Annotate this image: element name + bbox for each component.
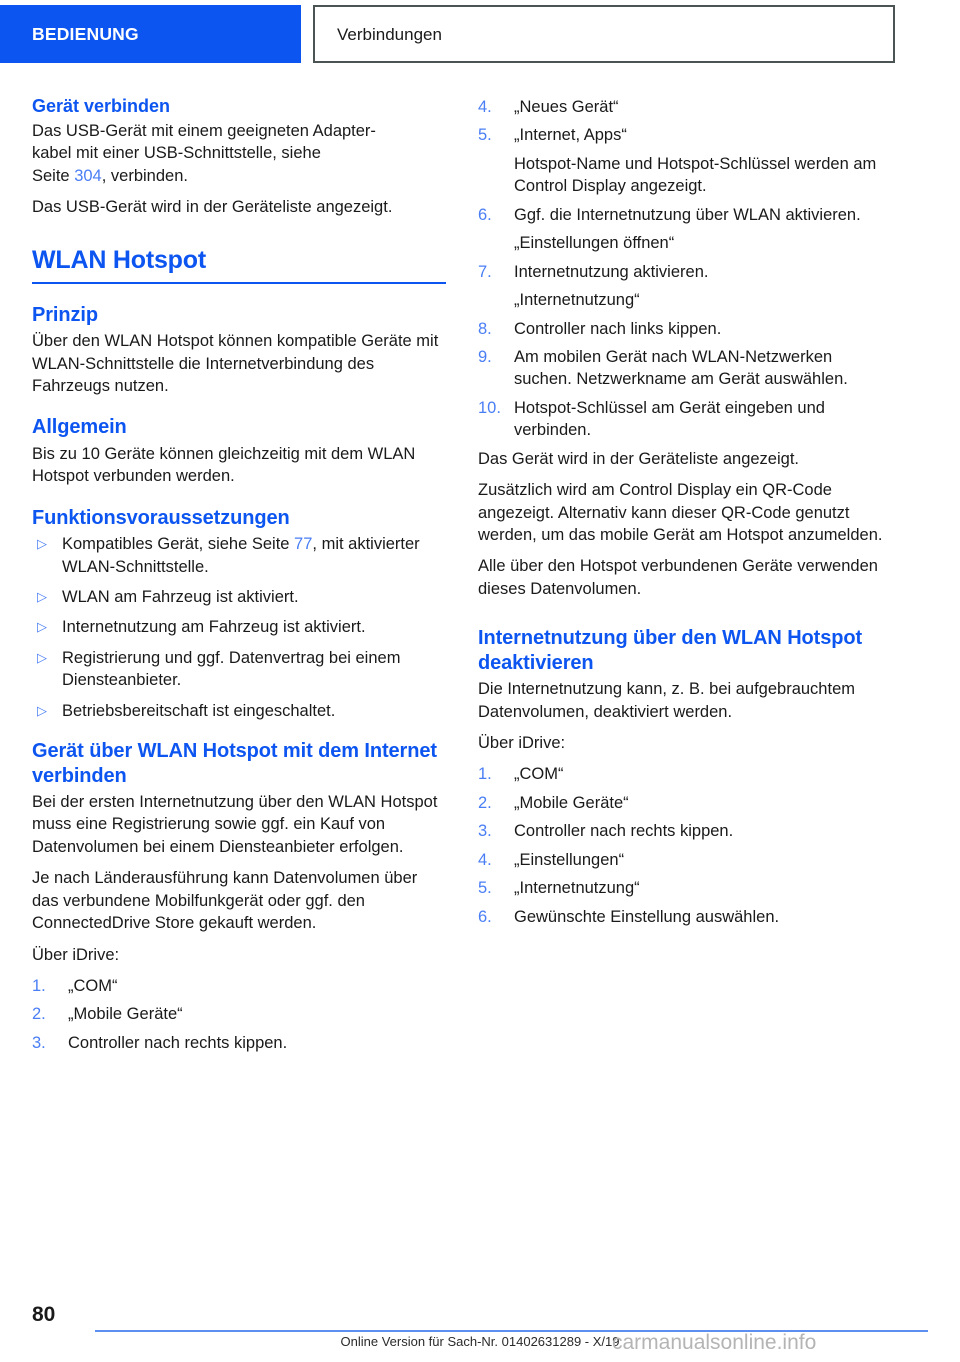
heading-wlan-hotspot: WLAN Hotspot [32, 245, 206, 274]
list-item [478, 849, 892, 871]
right-column [478, 96, 892, 934]
heading-geraet-verbinden: Gerät verbinden [32, 96, 171, 116]
usb-line-4: , verbinden. [101, 166, 188, 185]
spacer [32, 730, 446, 739]
step-text: „Mobile Geräte“ [514, 793, 629, 812]
paragraph-registrierung: Bei der ersten Internetnutzung über den WLAN Hotspot muss eine Registrierung sowie ggf. ein Kauf von Datenvolumen bei einem Diensteanbieter erfolgen. [32, 792, 438, 856]
usb-line-2: kabel mit einer USB-Schnittstelle, siehe [32, 144, 321, 163]
step-number: 2. [32, 1005, 46, 1024]
paragraph-usb-device-list: Das USB-Gerät wird in der Geräteliste angezeigt. [32, 198, 393, 217]
step-text: Gewünschte Einstellung auswählen. [514, 907, 780, 926]
step-text: „Neues Gerät“ [514, 98, 619, 116]
page-reference-304[interactable]: 304 [74, 166, 102, 185]
paragraph-laenderausfuehrung: Je nach Länderausführung kann Datenvolumen über das verbundene Mobilfunkgerät oder ggf. den ConnectedDrive Store gekauft werden. [32, 869, 418, 933]
step-text: Controller nach links kippen. [514, 319, 722, 338]
step-number: 6. [478, 907, 492, 926]
list-item [32, 700, 446, 722]
list-item [478, 318, 892, 340]
triangle-bullet-icon: ▷ [37, 702, 47, 718]
topic-title-label: Verbindungen [337, 25, 442, 44]
list-item [32, 616, 446, 638]
list-item [478, 96, 892, 118]
list-item [32, 975, 446, 997]
list-item [478, 346, 892, 391]
list-item [32, 586, 446, 608]
step-number: 3. [478, 822, 492, 841]
left-column [32, 96, 446, 1060]
usb-line-1: Das USB-Gerät mit einem geeigneten Adapter- [32, 121, 376, 140]
step-number: 4. [478, 98, 492, 116]
idrive-steps-right [478, 763, 892, 928]
requirement-text-before: Kompatibles Gerät, siehe Seite [62, 535, 295, 554]
requirements-list [32, 533, 446, 722]
triangle-bullet-icon: ▷ [37, 619, 47, 635]
requirement-text-after: , mit aktivierter WLAN-Schnittstelle. [62, 535, 420, 576]
step-number: 1. [32, 976, 46, 995]
list-item [478, 124, 892, 197]
list-item [32, 1003, 446, 1025]
list-item [478, 763, 892, 785]
spacer [32, 228, 446, 245]
paragraph-ueber-idrive-left: Über iDrive: [32, 945, 120, 964]
step-number: 4. [478, 850, 492, 869]
spacer [32, 497, 446, 506]
step-text: „Internet, Apps“ [514, 126, 627, 145]
step-number: 2. [478, 793, 492, 812]
paragraph-usb-connect [32, 120, 446, 187]
requirement-text: Betriebsbereitschaft ist eingeschaltet. [62, 701, 336, 720]
requirement-text: Internetnutzung am Fahrzeug ist aktiviert. [62, 618, 366, 637]
step-number: 5. [478, 879, 492, 898]
step-note: Hotspot-Name und Hotspot-Schlüssel werden am Control Display angezeigt. [514, 154, 877, 196]
heading-allgemein: Allgemein [32, 416, 127, 439]
page-number: 80 [32, 1303, 56, 1326]
site-watermark: carmanualsonline.info [612, 1331, 817, 1354]
connect-steps-continued [478, 96, 892, 442]
heading-prinzip: Prinzip [32, 303, 98, 326]
paragraph-geraeteliste: Das Gerät wird in der Geräteliste angezeigt. [478, 449, 799, 468]
spacer [478, 609, 892, 626]
step-number: 9. [478, 347, 492, 366]
paragraph-deaktivieren: Die Internetnutzung kann, z. B. bei aufgebrauchtem Datenvolumen, deaktiviert werden. [478, 680, 855, 721]
heading-geraet-ueber-wlan: Gerät über WLAN Hotspot mit dem Internet verbinden [32, 740, 437, 787]
paragraph-prinzip: Über den WLAN Hotspot können kompatible Geräte mit WLAN-Schnittstelle die Internetverbindung des Fahrzeugs nutzen. [32, 332, 439, 395]
requirement-text: Registrierung und ggf. Datenvertrag bei einem Diensteanbieter. [62, 648, 401, 690]
section-tag-banner [0, 5, 301, 63]
list-item [478, 877, 892, 899]
step-number: 5. [478, 126, 492, 145]
paragraph-datenvolumen: Alle über den Hotspot verbundenen Geräte verwenden dieses Datenvolumen. [478, 557, 878, 598]
step-text: Controller nach rechts kippen. [68, 1033, 288, 1052]
step-text: „COM“ [514, 765, 564, 784]
step-note: „Einstellungen öffnen“ [514, 234, 675, 253]
list-item [478, 204, 892, 255]
triangle-bullet-icon: ▷ [37, 588, 47, 604]
list-item [478, 906, 892, 928]
step-number: 3. [32, 1033, 46, 1052]
usb-line-3: Seite [32, 166, 75, 185]
section-tag-label: BEDIENUNG [32, 24, 139, 44]
heading-internetnutzung-deaktivieren: Internetnutzung über den WLAN Hotspot deaktivieren [478, 627, 863, 674]
paragraph-allgemein: Bis zu 10 Geräte können gleichzeitig mit dem WLAN Hotspot verbunden werden. [32, 444, 416, 486]
list-item [478, 261, 892, 312]
heading-funktionsvoraussetzungen: Funktionsvoraussetzungen [32, 506, 290, 529]
list-item [32, 647, 446, 692]
list-item [478, 820, 892, 842]
step-note: „Internetnutzung“ [514, 291, 640, 310]
step-number: 6. [478, 205, 492, 224]
spacer [32, 406, 446, 415]
step-text: „COM“ [68, 976, 118, 995]
step-text: Hotspot-Schlüssel am Gerät eingeben und verbinden. [514, 398, 825, 440]
step-text: „Einstellungen“ [514, 850, 625, 869]
page-header [0, 5, 960, 63]
step-number: 1. [478, 765, 492, 784]
step-text: „Internetnutzung“ [514, 879, 640, 898]
step-number: 10. [478, 398, 501, 417]
requirement-text: WLAN am Fahrzeug ist aktiviert. [62, 587, 299, 606]
step-text: Am mobilen Gerät nach WLAN-Netzwerken suchen. Netzwerkname am Gerät auswählen. [514, 347, 848, 389]
step-text: Ggf. die Internetnutzung über WLAN aktivieren. [514, 205, 861, 224]
step-number: 8. [478, 319, 492, 338]
triangle-bullet-icon: ▷ [37, 536, 47, 552]
list-item [32, 533, 446, 578]
list-item [478, 397, 892, 442]
list-item [478, 792, 892, 814]
step-text: „Mobile Geräte“ [68, 1005, 183, 1024]
heading-underline-rule [32, 282, 446, 284]
idrive-steps-left [32, 975, 446, 1054]
online-version-note: Online Version für Sach-Nr. 01402631289 - X/19 [340, 1334, 620, 1349]
step-text: Controller nach rechts kippen. [514, 822, 734, 841]
paragraph-ueber-idrive-right: Über iDrive: [478, 733, 566, 752]
step-text: Internetnutzung aktivieren. [514, 262, 709, 281]
list-item [32, 1032, 446, 1054]
paragraph-qrcode: Zusätzlich wird am Control Display ein QR-Code angezeigt. Alternativ kann dieser QR-Code genutzt werden, um das mobile Gerät am Hotspot anzumelden. [478, 481, 883, 544]
triangle-bullet-icon: ▷ [37, 649, 47, 665]
page-reference-77[interactable]: 77 [294, 535, 313, 554]
step-number: 7. [478, 262, 492, 281]
topic-title-box [313, 5, 895, 63]
